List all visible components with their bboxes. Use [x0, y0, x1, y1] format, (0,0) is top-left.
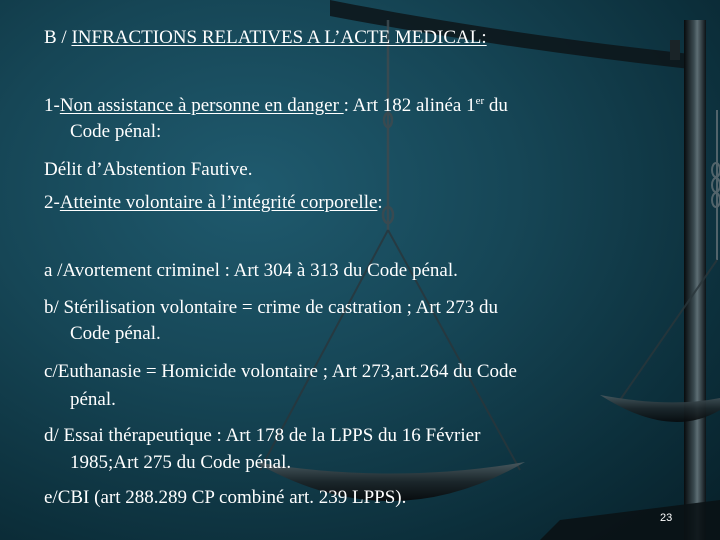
- line-1-rest: : Art 182 alinéa 1: [343, 95, 476, 116]
- item-d: d/ Essai thérapeutique : Art 178 de la LPPS du 16 Février: [44, 425, 481, 446]
- line-1: [44, 94, 508, 118]
- slide-title: [44, 26, 487, 50]
- line-1-continuation: Code pénal:: [70, 121, 162, 142]
- line-1-superscript: er: [475, 95, 485, 107]
- item-a: a /Avortement criminel : Art 304 à 313 du Code pénal.: [44, 260, 458, 281]
- title-text: INFRACTIONS RELATIVES A L’ACTE MEDICAL:: [71, 27, 487, 48]
- line-2: Délit d’Abstention Fautive.: [44, 159, 253, 180]
- line-3-number: 2-: [44, 192, 60, 213]
- title-prefix: B /: [44, 27, 72, 48]
- item-b: b/ Stérilisation volontaire = crime de castration ; Art 273 du: [44, 297, 498, 318]
- line-3-tail: :: [377, 192, 383, 213]
- line-3: [44, 191, 383, 215]
- slide-number: 23: [660, 512, 673, 524]
- line-1-tail: du: [484, 95, 508, 116]
- line-1-number: 1-: [44, 95, 60, 116]
- line-1-underlined: Non assistance à personne en danger: [59, 95, 344, 116]
- item-b-continuation: Code pénal.: [70, 323, 161, 344]
- item-e: e/CBI (art 288.289 CP combiné art. 239 LPPS).: [44, 487, 407, 508]
- item-c: c/Euthanasie = Homicide volontaire ; Art 273,art.264 du Code: [44, 361, 517, 382]
- line-3-underlined: Atteinte volontaire à l’intégrité corporelle: [59, 192, 378, 213]
- item-d-continuation: 1985;Art 275 du Code pénal.: [70, 452, 292, 473]
- item-c-continuation: pénal.: [70, 389, 116, 410]
